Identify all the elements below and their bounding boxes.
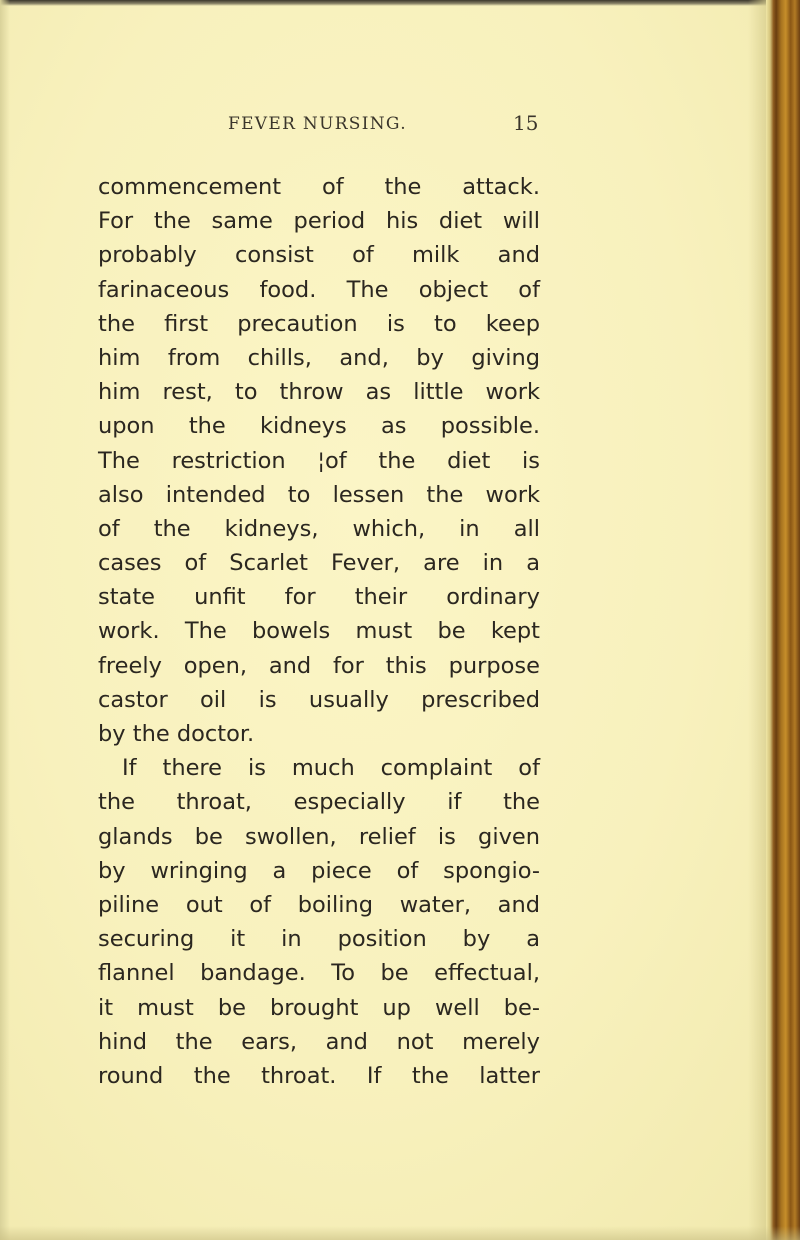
text-line: flannel bandage. To be effectual, [98, 960, 540, 987]
text-line: upon the kidneys as possible. [98, 413, 540, 440]
text-line: If there is much complaint of [122, 755, 540, 782]
text-line: the throat, especially if the [98, 789, 540, 816]
text-line: it must be brought up well be- [98, 994, 540, 1021]
text-line: For the same period his diet will [98, 208, 540, 235]
spine-shadow [748, 0, 766, 1240]
body-text [98, 170, 540, 1093]
text-line: piline out of boiling water, and [98, 891, 540, 918]
text-line: farinaceous food. The object of [98, 276, 540, 303]
text-line: work. The bowels must be kept [98, 618, 540, 645]
running-head: FEVER NURSING. [228, 114, 407, 134]
paragraph-2 [98, 751, 540, 1093]
text-line: by the doctor. [98, 721, 255, 747]
page-left-edge [0, 0, 10, 1240]
text-line: castor oil is usually prescribed [98, 686, 540, 713]
page-header [0, 111, 800, 144]
text-line: glands be swollen, relief is given [98, 823, 540, 850]
book-spine [766, 0, 800, 1240]
page-number: 15 [513, 111, 539, 135]
text-line: probably consist of milk and [98, 242, 540, 269]
text-line: cases of Scarlet Fever, are in a [98, 550, 540, 577]
text-line: by wringing a piece of spongio- [98, 857, 540, 884]
page-top-edge [0, 0, 800, 6]
text-line: securing it in position by a [98, 926, 540, 953]
text-line: him from chills, and, by giving [98, 344, 540, 371]
text-line: state unfit for their ordinary [98, 584, 540, 611]
text-line: hind the ears, and not merely [98, 1028, 540, 1055]
text-line: him rest, to throw as little work [98, 379, 540, 406]
paragraph-1 [98, 170, 540, 751]
text-line: round the throat. If the latter [98, 1062, 540, 1089]
text-line: of the kidneys, which, in all [98, 515, 540, 542]
text-line: commencement of the attack. [98, 174, 540, 200]
text-line: also intended to lessen the work [98, 481, 540, 508]
text-line: the first precaution is to keep [98, 310, 540, 337]
text-line: freely open, and for this purpose [98, 652, 540, 679]
text-line: The restriction ¦of the diet is [98, 447, 540, 474]
page-bottom-edge [0, 1226, 800, 1240]
